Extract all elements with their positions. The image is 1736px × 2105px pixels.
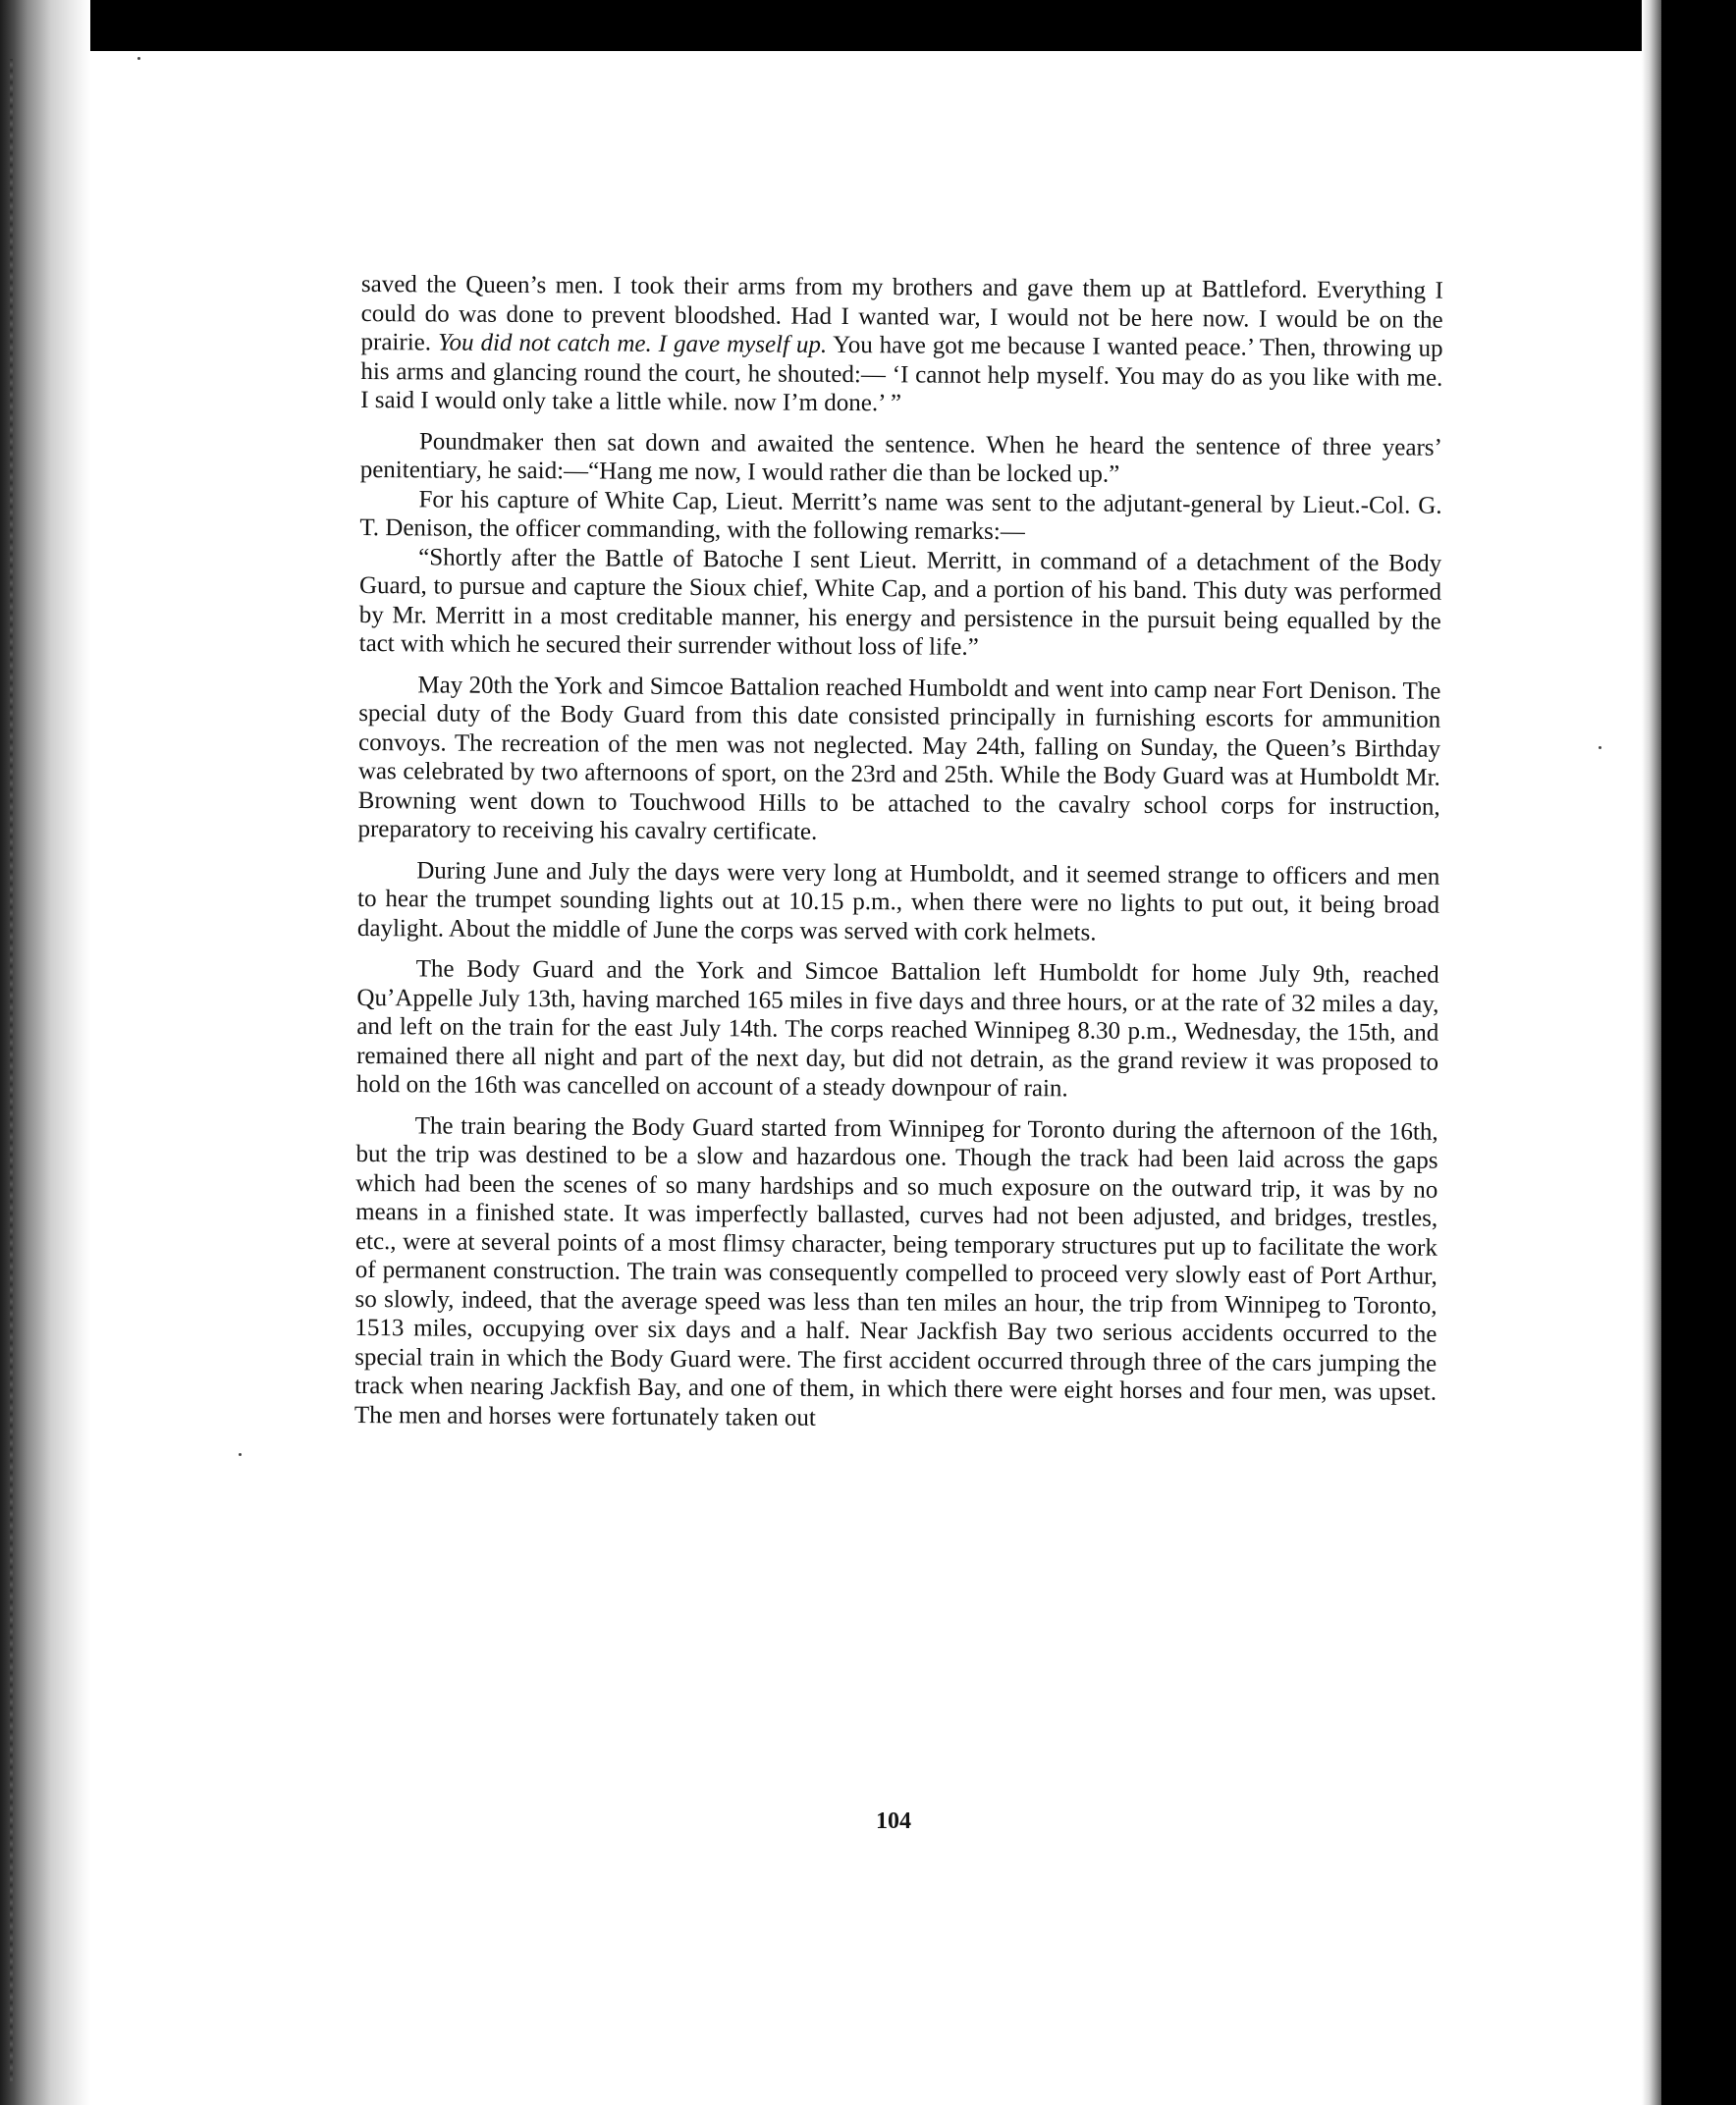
- text-segment: Poundmaker then sat down and awaited the sentence. When he heard the sentence of three years’ penitentiary, he said:—“Hang me now, I would rather die than be locked up.”: [359, 427, 1442, 488]
- paragraph: [360, 426, 1442, 491]
- scan-speck: [239, 1453, 242, 1456]
- paragraph: [356, 954, 1439, 1106]
- scan-right-border: [1661, 0, 1736, 2105]
- page-number: 104: [876, 1808, 911, 1834]
- page-gutter-shadow: [1642, 0, 1661, 2105]
- paragraph: [359, 542, 1442, 665]
- italic-text-segment: You did not catch me. I gave myself up.: [437, 329, 828, 358]
- paragraph: [357, 670, 1440, 850]
- body-text: [354, 270, 1443, 1436]
- text-segment: May 20th the York and Simcoe Battalion reached Humboldt and went into camp near Fort Denison. The special duty of the Body Guard from this date consisted principally in furnishing escorts for ammunition convoys. The recreation of the men was not neglected. May 24th, falling on Sunday, the Queen’s Birthday was celebrated by two afternoons of sport, on the 23rd and 25th. While the Body Guard was at Humboldt Mr. Browning went down to Touchwood Hills to be attached to the cavalry school corps for instruction, preparatory to receiving his cavalry certificate.: [357, 671, 1441, 845]
- text-segment: The Body Guard and the York and Simcoe Battalion left Humboldt for home July 9th, reached Qu’Appelle July 13th, having marched 165 miles in five days and three hours, or at the rate of 32 miles a day, and left on the train for the east July 14th. The corps reached Winnipeg 8.30 p.m., Wednesday, the 15th, and remained there all night and part of the next day, but did not detrain, as the grand review it was proposed to hold on the 16th was cancelled on account of a steady downpour of rain.: [355, 955, 1439, 1103]
- paragraph: [359, 484, 1441, 549]
- book-page-edges: [0, 0, 90, 2105]
- text-segment: You have got me because I wanted peace.’ Then, throwing up his arms and glancing round the court, he shouted:— ‘I cannot help myself. You may do as you like with me. I said I would only take a little while. now I’m done.’ ”: [360, 331, 1443, 417]
- text-segment: For his capture of White Cap, Lieut. Merritt’s name was sent to the adjutant-general by Lieut.-Col. G. T. Denison, the officer commanding, with the following remarks:—: [359, 485, 1442, 546]
- scan-speck: [137, 57, 140, 60]
- scan-top-border: [0, 0, 1736, 51]
- paragraph: [360, 270, 1443, 421]
- scan-speck: [1599, 746, 1601, 749]
- paragraph: [354, 1110, 1438, 1435]
- text-segment: “Shortly after the Battle of Batoche I sent Lieut. Merritt, in command of a detachment of the Body Guard, to pursue and capture the Sioux chief, White Cap, and a portion of his band. This duty was performed by Mr. Merritt in a most creditable manner, his energy and persistence in the pursuit being equalled by the tact with which he secured their surrender without loss of life.”: [358, 543, 1442, 661]
- text-segment: saved the Queen’s men. I took their arms from my brothers and gave them up at Battleford. Everything I could do was done to prevent bloodshed. Had I wanted war, I would not be here now. I would be on the prairie.: [360, 270, 1443, 356]
- paragraph: [357, 855, 1440, 948]
- text-segment: The train bearing the Body Guard started from Winnipeg for Toronto during the afternoon of the 16th, but the trip was destined to be a slow and hazardous one. Though the track had been laid across the gaps which had been the scenes of so many hardships and so much exposure on the outward trip, it was by no means in a finished state. It was imperfectly ballasted, curves had not been adjusted, and bridges, trestles, etc., were at several points of a most flimsy character, being temporary structures put up to facilitate the work of permanent construction. The train was consequently compelled to proceed very slowly east of Port Arthur, so slowly, indeed, that the average speed was less than ten miles an hour, the trip from Winnipeg to Toronto, 1513 miles, occupying over six days and a half. Near Jackfish Bay two serious accidents occurred to the special train in which the Body Guard were. The first accident occurred through three of the cars jumping the track when nearing Jackfish Bay, and one of them, in which there were eight horses and four men, was upset. The men and horses were fortunately taken out: [353, 1111, 1438, 1431]
- text-segment: During June and July the days were very long at Humboldt, and it seemed strange to officers and men to hear the trumpet sounding lights out at 10.15 p.m., when there were no lights to put out, it being broad daylight. About the middle of June the corps was served with cork helmets.: [356, 856, 1440, 946]
